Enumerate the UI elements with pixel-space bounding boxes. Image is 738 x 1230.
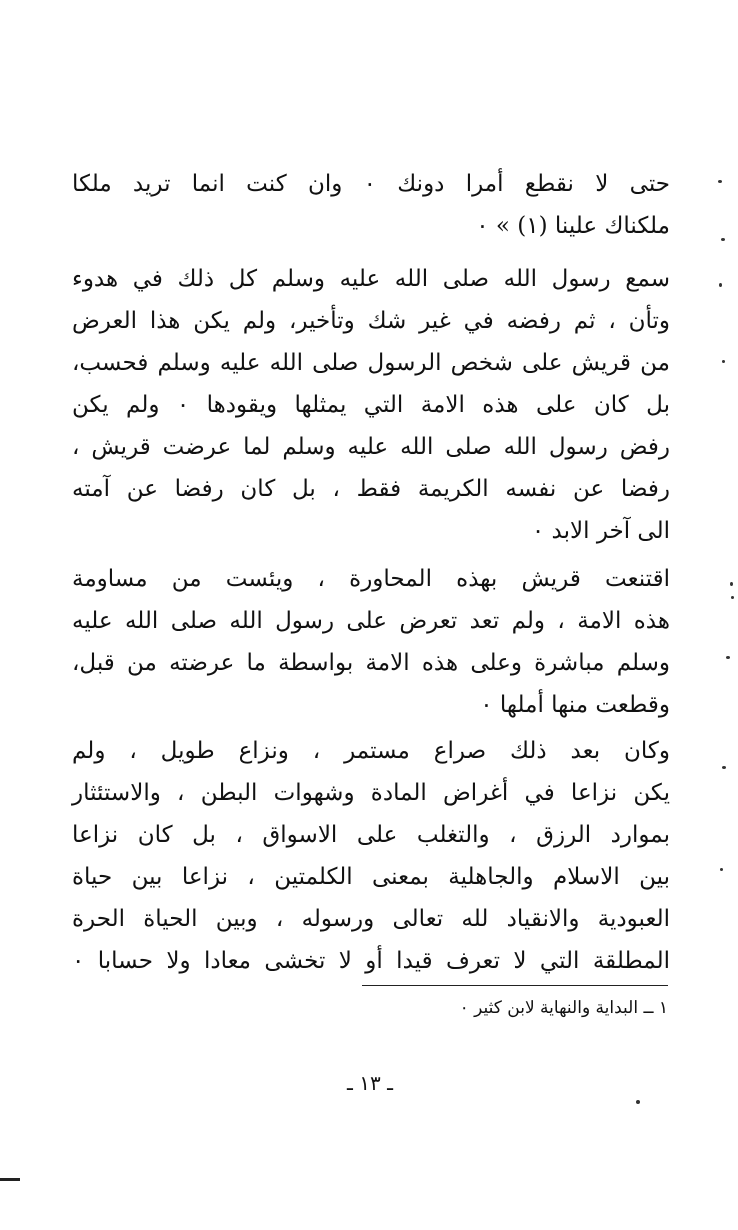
text-line: سمع رسول الله صلى الله عليه وسلم كل ذلك في هدوء — [72, 266, 670, 292]
text-line: بل كان على هذه الامة التي يمثلها ويقودها ٠ ولم يكن — [72, 392, 670, 418]
text-line: وكان بعد ذلك صراع مستمر ، ونزاع طويل ، ولم — [72, 738, 670, 764]
text-line: الى آخر الابد ٠ — [531, 518, 670, 544]
text-line: رفض رسول الله صلى الله عليه وسلم لما عرضت قريش ، — [72, 434, 670, 460]
scan-speck — [719, 283, 722, 287]
paragraph-1 — [72, 163, 670, 247]
paragraph-2 — [72, 258, 670, 552]
text-line: ملكناك علينا (١) » ٠ — [476, 213, 670, 239]
page-number: ـ ١٣ ـ — [347, 1071, 393, 1095]
text-line: بموارد الرزق ، والتغلب على الاسواق ، بل كان نزاعا — [72, 822, 670, 848]
footnote: ١ ــ البداية والنهاية لابن كثير ٠ — [459, 998, 668, 1018]
scan-edge-mark — [0, 1178, 20, 1181]
paragraph-3 — [72, 558, 670, 726]
text-line: هذه الامة ، ولم تعد تعرض على رسول الله صلى الله عليه — [72, 608, 670, 634]
text-line: وتأن ، ثم رفضه في غير شك وتأخير، ولم يكن هذا العرض — [72, 308, 670, 334]
text-line: المطلقة التي لا تعرف قيدا أو لا تخشى معادا ولا حسابا ٠ — [72, 948, 670, 974]
text-line: من قريش على شخص الرسول صلى الله عليه وسلم فحسب، — [72, 350, 670, 376]
scan-speck — [722, 360, 725, 363]
scan-speck — [636, 1100, 640, 1104]
text-line: حتى لا نقطع أمرا دونك ٠ وان كنت انما تريد ملكا — [72, 171, 670, 197]
scan-speck — [731, 596, 734, 599]
scan-speck — [721, 238, 725, 241]
footnote-divider — [362, 985, 668, 986]
text-line: وقطعت منها أملها ٠ — [480, 692, 670, 718]
scan-speck — [722, 766, 726, 769]
text-line: اقتنعت قريش بهذه المحاورة ، ويئست من مساومة — [72, 566, 670, 592]
scan-speck — [720, 868, 723, 871]
paragraph-4 — [72, 730, 670, 982]
text-line: يكن نزاعا في أغراض المادة وشهوات البطن ، والاستئثار — [72, 780, 670, 806]
text-line: العبودية والانقياد لله تعالى ورسوله ، وبين الحياة الحرة — [72, 906, 670, 932]
text-line: وسلم مباشرة وعلى هذه الامة بواسطة ما عرضته من قبل، — [72, 650, 670, 676]
scan-speck — [730, 582, 733, 586]
text-line: رفضا عن نفسه الكريمة فقط ، بل كان رفضا عن آمته — [72, 476, 670, 502]
scan-speck — [718, 180, 722, 183]
text-line: بين الاسلام والجاهلية بمعنى الكلمتين ، نزاعا بين حياة — [72, 864, 670, 890]
scan-speck — [726, 656, 730, 659]
